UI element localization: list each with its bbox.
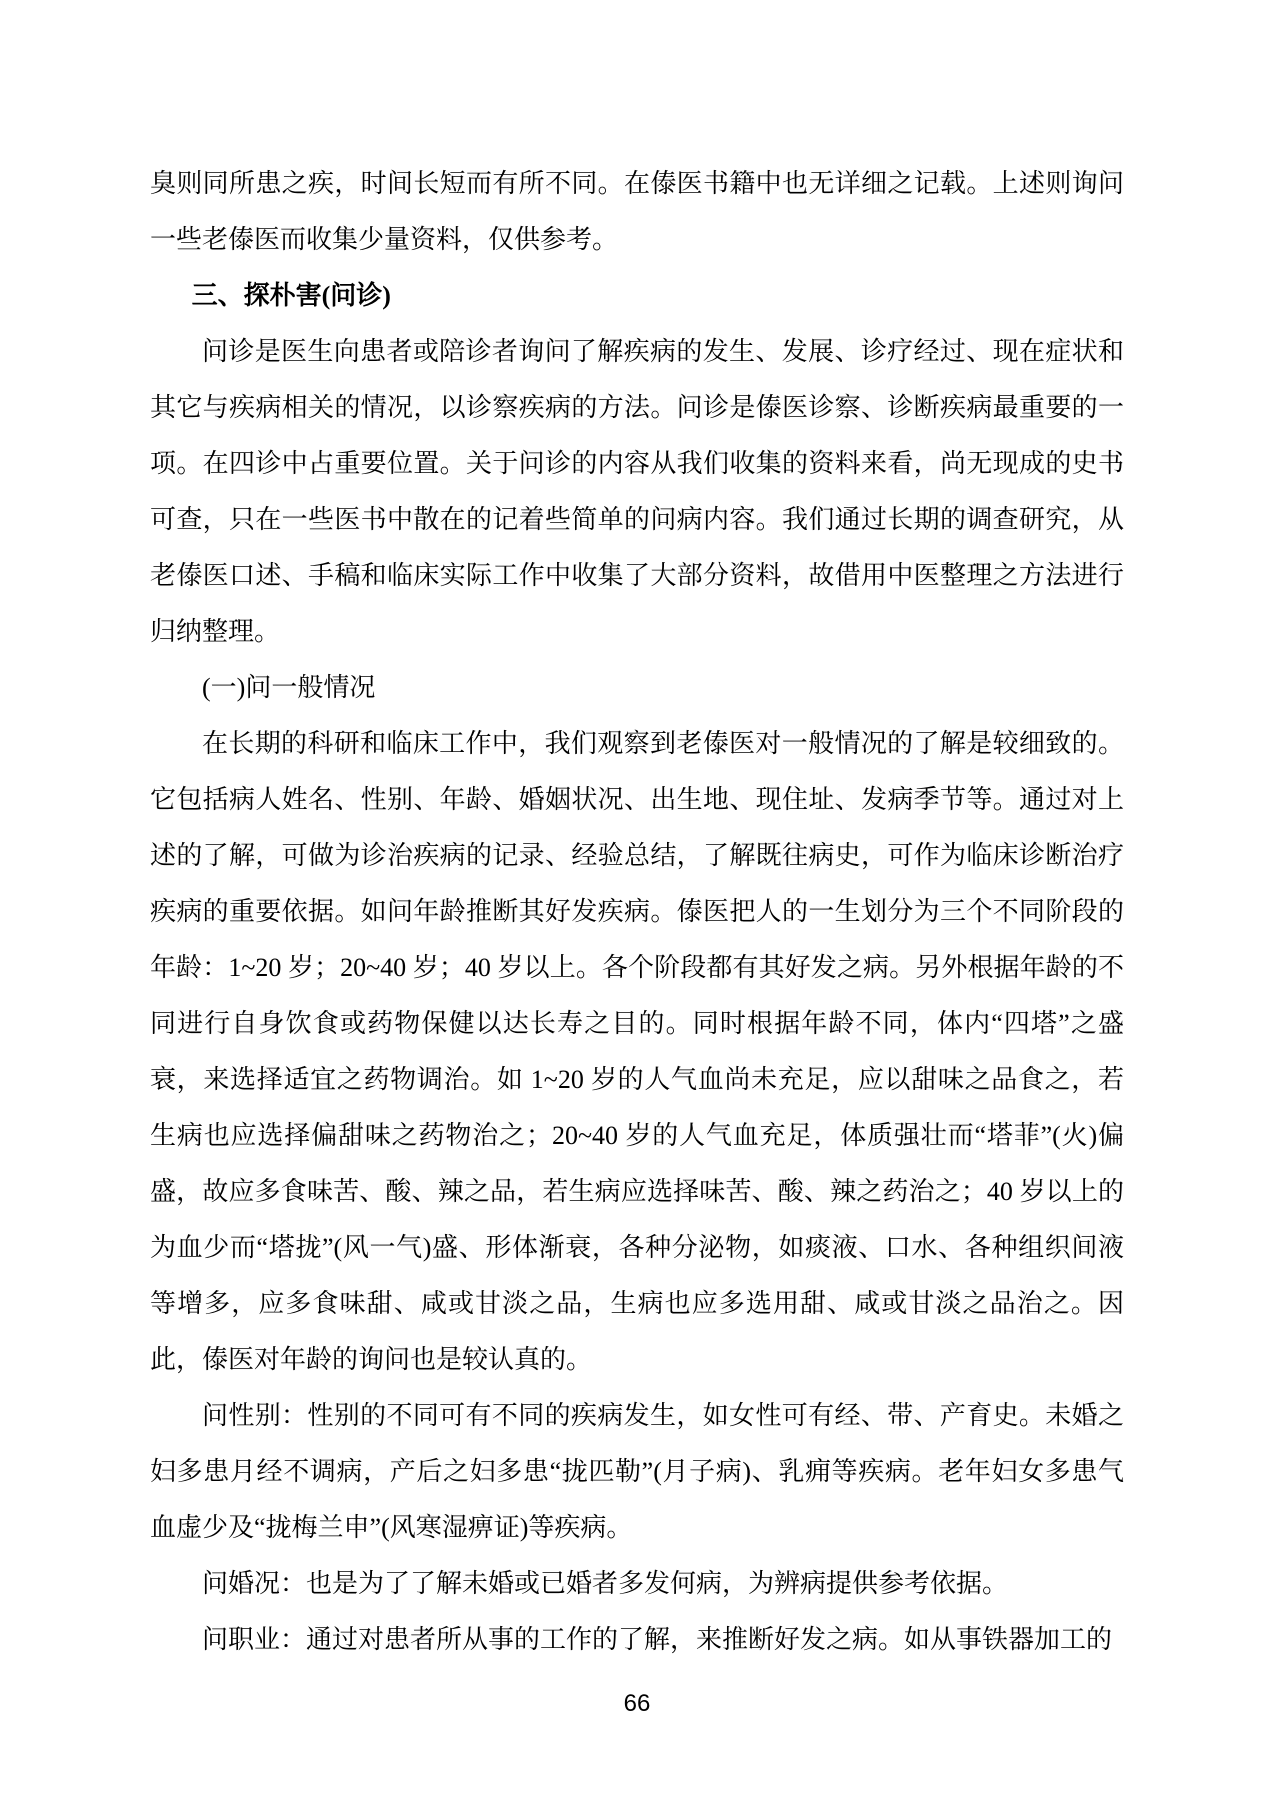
section-heading: 三、探朴害(问诊) [191,281,391,310]
paragraph-continuation: 臭则同所患之疾，时间长短而有所不同。在傣医书籍中也无详细之记载。上述则询问一些老傣医而收集少量资料，仅供参考。 [150,169,1124,254]
paragraph-ask-marriage: 问婚况：也是为了了解未婚或已婚者多发何病，为辨病提供参考依据。 [202,1569,1009,1598]
paragraph-ask-occupation: 问职业：通过对患者所从事的工作的了解，来推断好发之病。如从事铁器加工的 [202,1625,1113,1654]
page-content [150,156,1124,1668]
subsection-heading: (一)问一般情况 [202,673,376,702]
paragraph-intro: 问诊是医生向患者或陪诊者询问了解疾病的发生、发展、诊疗经过、现在症状和其它与疾病相关的情况，以诊察疾病的方法。问诊是傣医诊察、诊断疾病最重要的一项。在四诊中占重要位置。关于问诊的内容从我们收集的资料来看，尚无现成的史书可查，只在一些医书中散在的记着些简单的问病内容。我们通过长期的调查研究，从老傣医口述、手稿和临床实际工作中收集了大部分资料，故借用中医整理之方法进行归纳整理。 [150,337,1124,646]
paragraph-general-info: 在长期的科研和临床工作中，我们观察到老傣医对一般情况的了解是较细致的。它包括病人姓名、性别、年龄、婚姻状况、出生地、现住址、发病季节等。通过对上述的了解，可做为诊治疾病的记录、经验总结，了解既往病史，可作为临床诊断治疗疾病的重要依据。如问年龄推断其好发疾病。傣医把人的一生划分为三个不同阶段的年龄：1~20 岁；20~40 岁；40 岁以上。各个阶段都有其好发之病。另外根据年龄的不同进行自身饮食或药物保健以达长寿之目的。同时根据年龄不同，体内“四塔”之盛衰，来选择适宜之药物调治。如 1~20 岁的人气血尚未充足，应以甜味之品食之，若生病也应选择偏甜味之药物治之；20~40 岁的人气血充足，体质强壮而“塔菲”(火)偏盛，故应多食味苦、酸、辣之品，若生病应选择味苦、酸、辣之药治之；40 岁以上的为血少而“塔拢”(风一气)盛、形体渐衰，各种分泌物，如痰液、口水、各种组织间液等增多，应多食味甜、咸或甘淡之品，生病也应多选用甜、咸或甘淡之品治之。因此，傣医对年龄的询问也是较认真的。 [150,729,1124,1374]
paragraph-ask-gender: 问性别：性别的不同可有不同的疾病发生，如女性可有经、带、产育史。未婚之妇多患月经不调病，产后之妇多患“拢匹勒”(月子病)、乳痈等疾病。老年妇女多患气血虚少及“拢梅兰申”(风寒湿痹证)等疾病。 [150,1401,1124,1542]
page-number: 66 [623,1690,651,1717]
